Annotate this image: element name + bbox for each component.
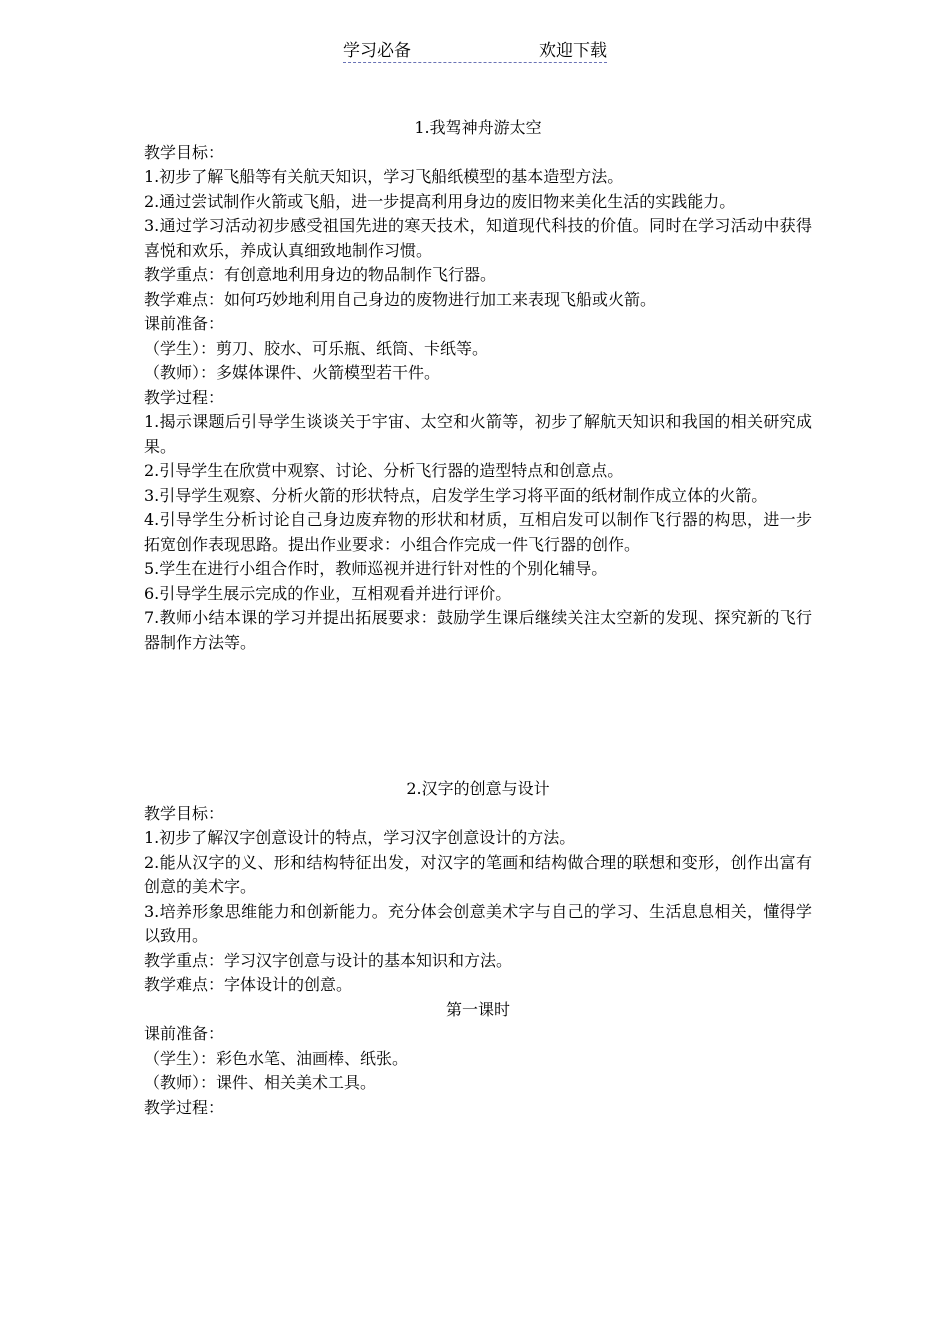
lesson1-process-5: 5.学生在进行小组合作时，教师巡视并进行针对性的个别化辅导。: [144, 559, 608, 578]
lesson1-key-point: 教学重点：有创意地利用身边的物品制作飞行器。: [144, 265, 497, 284]
lesson1-process-6: 6.引导学生展示完成的作业，互相观看并进行评价。: [144, 583, 512, 603]
lesson2-prep-students: （学生）：彩色水笔、油画棒、纸张。: [144, 1048, 409, 1068]
lesson2-process-label: 教学过程：: [144, 1097, 225, 1117]
lesson2-title: 2.汉字的创意与设计: [406, 779, 550, 798]
lesson2-goal-2: 2.能从汉字的义、形和结构特征出发，对汉字的笔画和结构做合理的联想和变形，创作出富有创意的美术字。: [144, 852, 812, 896]
lesson1-process-1: 1.揭示课题后引导学生谈谈关于宇宙、太空和火箭等，初步了解航天知识和我国的相关研究成果。: [144, 412, 812, 456]
header-left-text: 学习必备: [343, 41, 411, 61]
lesson2-prep-teacher: （教师）：课件、相关美术工具。: [144, 1073, 377, 1092]
lesson2-difficulty: 教学难点：字体设计的创意。: [144, 975, 353, 994]
lesson2-goals-label: 教学目标：: [144, 803, 225, 823]
section-spacer: [144, 655, 812, 777]
lesson1-difficulty: 教学难点：如何巧妙地利用自己身边的废物进行加工来表现飞船或火箭。: [144, 289, 657, 309]
lesson2-session: 第一课时: [445, 999, 510, 1019]
lesson2-goal-1: 1.初步了解汉字创意设计的特点，学习汉字创意设计的方法。: [144, 828, 576, 847]
lesson1-goal-1: 1.初步了解飞船等有关航天知识，学习飞船纸模型的基本造型方法。: [144, 167, 624, 186]
lesson1-process-label: 教学过程：: [144, 387, 225, 407]
lesson2-goal-3: 3.培养形象思维能力和创新能力。充分体会创意美术字与自己的学习、生活息息相关，懂得学以致用。: [144, 901, 812, 945]
lesson1-goal-3: 3.通过学习活动初步感受祖国先进的寒天技术，知道现代科技的价值。同时在学习活动中获得喜悦和欢乐，养成认真细致地制作习惯。: [144, 216, 812, 260]
lesson1-process-3: 3.引导学生观察、分析火箭的形状特点，启发学生学习将平面的纸材制作成立体的火箭。: [144, 485, 768, 505]
header-right-text: 欢迎下载: [539, 41, 607, 61]
lesson1-prep-label: 课前准备：: [144, 314, 225, 333]
lesson1-process-4: 4.引导学生分析讨论自己身边废弃物的形状和材质，互相启发可以制作飞行器的构思，进一步拓宽创作表现思路。提出作业要求：小组合作完成一件飞行器的创作。: [144, 510, 812, 554]
lesson2-key-point: 教学重点：学习汉字创意与设计的基本知识和方法。: [144, 950, 513, 970]
lesson1-title: 1.我驾神舟游太空: [414, 118, 542, 137]
lesson2-prep-label: 课前准备：: [144, 1024, 225, 1043]
lesson1-process-7: 7.教师小结本课的学习并提出拓展要求：鼓励学生课后继续关注太空新的发现、探究新的飞行器制作方法等。: [144, 608, 812, 652]
lesson1-goals-label: 教学目标：: [144, 142, 225, 162]
lesson1-prep-students: （学生）：剪刀、胶水、可乐瓶、纸筒、卡纸等。: [144, 338, 489, 358]
lesson1-prep-teacher: （教师）：多媒体课件、火箭模型若干件。: [144, 363, 441, 382]
page-header: [343, 40, 607, 63]
lesson1-goal-2: 2.通过尝试制作火箭或飞船，进一步提高利用身边的废旧物来美化生活的实践能力。: [144, 191, 736, 211]
lesson1-process-2: 2.引导学生在欣赏中观察、讨论、分析飞行器的造型特点和创意点。: [144, 461, 624, 480]
document-body: [144, 116, 812, 1120]
